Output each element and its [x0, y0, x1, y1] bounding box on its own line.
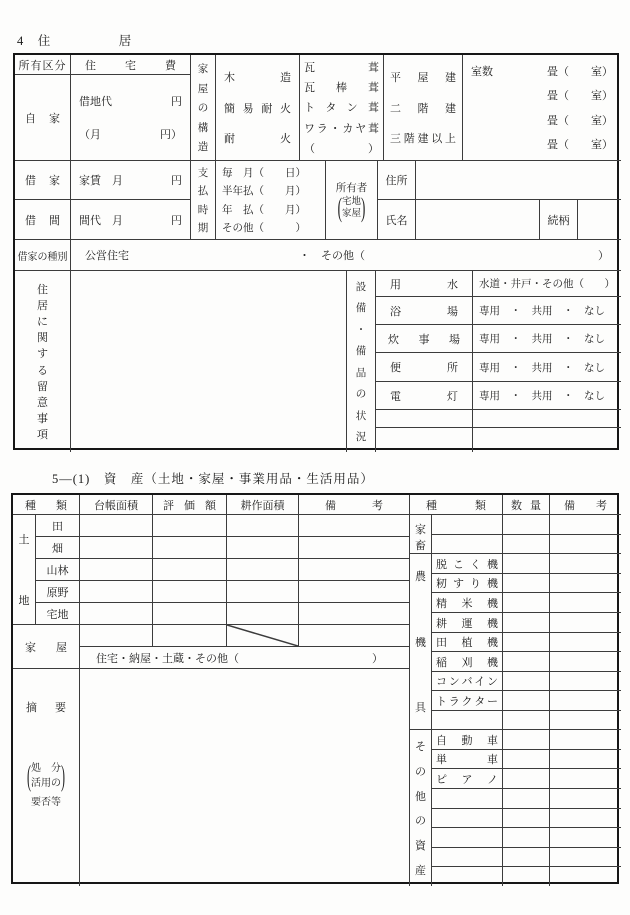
- other-car: 自 動 車: [431, 729, 502, 749]
- section4-title: 4 住 居: [17, 34, 133, 48]
- livestock-item-2: [431, 534, 502, 553]
- owner-paren-open: (: [337, 191, 342, 223]
- rent-room-fee-cell: [70, 199, 190, 239]
- house-type-open: 住宅・納屋・土蔵・その他（: [96, 652, 239, 665]
- machine-planter: 田 植 機: [431, 632, 502, 651]
- land-field-register: [79, 536, 152, 558]
- rent-house-unit: 円: [171, 175, 182, 187]
- structure-label: 家 屋 の 構 造: [190, 55, 215, 160]
- other-car-qty: [502, 729, 549, 749]
- other-blank-qty-4: [502, 847, 549, 866]
- payment-monthly: 毎 月（ 日）: [222, 167, 306, 179]
- house-register: [79, 624, 152, 646]
- machine-huller-qty: [502, 573, 549, 592]
- monthly-rent-label: （月: [79, 129, 101, 142]
- owner-address-field: [415, 160, 621, 199]
- other-blank-remarks-2: [549, 808, 621, 827]
- owner-address-label: 住所: [377, 160, 415, 199]
- other-blank-item-2: [431, 808, 502, 827]
- land-rice-label: 田: [35, 514, 79, 536]
- land-rice-value: [152, 514, 226, 536]
- livestock-qty-1: [502, 514, 549, 534]
- structure-types-cell: [215, 55, 299, 160]
- roof-straw: ワ ラ ・ カ ヤ 葺: [304, 122, 379, 135]
- owner-paren-land: 宅地: [341, 197, 361, 207]
- owner-paren-house: 家屋: [341, 209, 361, 219]
- land-forest-value: [152, 558, 226, 580]
- machinery-group-label: 農 機 具: [409, 553, 431, 729]
- machine-ricemill-remarks: [549, 592, 621, 612]
- house-cultivated-slashed: [226, 624, 298, 646]
- other-piano: ピ ア ノ: [431, 768, 502, 788]
- roof-tin: ト タ ン 葺: [304, 102, 379, 115]
- roof-tilebar: 瓦 棒 葺: [304, 82, 379, 95]
- rent-type-label: 借家の種別: [15, 239, 70, 270]
- land-residential-value: [152, 602, 226, 624]
- machine-tiller: 耕 運 機: [431, 612, 502, 632]
- remarks-header-right: 備 考: [549, 495, 621, 514]
- rent-room-label: 借 間: [15, 199, 70, 239]
- other-assets-group-label: そ の 他 の 資 産: [409, 729, 431, 886]
- land-field-label: 畑: [35, 536, 79, 558]
- land-residential-cultivated: [226, 602, 298, 624]
- rent-type-options-cell: [70, 239, 621, 270]
- land-field-remarks: [298, 536, 409, 558]
- summary-paren-line-2: 活用の: [31, 778, 61, 789]
- land-forest-cultivated: [226, 558, 298, 580]
- cultivated-area-header: 耕作面積: [226, 495, 298, 514]
- owner-relation-field: [577, 199, 621, 239]
- land-rent-unit: 円: [171, 95, 182, 108]
- land-rice-remarks: [298, 514, 409, 536]
- house-type-note: [79, 646, 409, 668]
- structure-type-semifire: 簡 易 耐 火: [224, 102, 291, 115]
- structure-type-wood: 木 造: [224, 72, 291, 85]
- equip-water-value: [472, 270, 621, 296]
- machine-tractor: ト ラ ク タ ー: [431, 690, 502, 710]
- asset-kind-header: 種 類: [25, 499, 67, 512]
- machine-tractor-remarks: [549, 690, 621, 710]
- land-rice-register: [79, 514, 152, 536]
- machine-combine-qty: [502, 671, 549, 690]
- owner-paren-close: ): [361, 191, 366, 223]
- land-wilderness-value: [152, 580, 226, 602]
- house-group-label: 家 屋: [13, 624, 79, 668]
- other-blank-remarks-3: [549, 827, 621, 847]
- equip-blank-label-1: [375, 409, 472, 427]
- own-home-label: 自 家: [15, 74, 70, 160]
- monthly-rent-line: [71, 126, 190, 142]
- machine-combine-remarks: [549, 671, 621, 690]
- stories-three: 三 階 建 以 上: [390, 132, 456, 145]
- land-residential-label: 宅地: [35, 602, 79, 624]
- machine-thresher-qty: [502, 553, 549, 573]
- owner-label: 所有者: [335, 183, 368, 194]
- machine-blank-remarks: [549, 710, 621, 729]
- remarks-header-left: 備 考: [298, 495, 409, 514]
- payment-halfyear: 半年払（ 月）: [222, 186, 306, 198]
- owner-label-cell: [325, 160, 377, 239]
- other-blank-qty-5: [502, 866, 549, 886]
- other-car-remarks: [549, 729, 621, 749]
- land-forest-label: 山林: [35, 558, 79, 580]
- machine-tractor-qty: [502, 690, 549, 710]
- machine-ricemill: 精 米 機: [431, 592, 502, 612]
- other-blank-qty-2: [502, 808, 549, 827]
- machine-reaper-remarks: [549, 651, 621, 671]
- machine-planter-qty: [502, 632, 549, 651]
- housing-notes-field: [70, 270, 346, 452]
- land-rice-cultivated: [226, 514, 298, 536]
- equip-blank-value-1: [472, 409, 621, 427]
- payment-other: その他（ ）: [222, 223, 306, 235]
- quantity-header: 数 量: [502, 495, 549, 514]
- machine-reaper-qty: [502, 651, 549, 671]
- machine-planter-remarks: [549, 632, 621, 651]
- other-blank-remarks-4: [549, 847, 621, 866]
- equip-light-label: 電 灯: [375, 381, 472, 409]
- other-motorbike-remarks: [549, 749, 621, 768]
- other-piano-qty: [502, 768, 549, 788]
- own-home-cost-cell: [70, 74, 190, 160]
- equip-water-label: 用 水: [375, 270, 472, 296]
- land-wilderness-label: 原野: [35, 580, 79, 602]
- summary-below: 要否等: [31, 797, 61, 808]
- livestock-remarks-2: [549, 534, 621, 553]
- register-area-header: 台帳面積: [79, 495, 152, 514]
- rent-type-public: 公営住宅: [85, 250, 129, 262]
- equip-water-close: ）: [604, 279, 615, 290]
- rent-house-fee-cell: [70, 160, 190, 199]
- equipment-status-label: 設 備 ・ 備 品 の 状 況: [346, 270, 375, 452]
- other-blank-remarks-5: [549, 866, 621, 886]
- land-group-label: 土 地: [13, 514, 35, 624]
- other-blank-qty-3: [502, 827, 549, 847]
- housing-cost-header: 住 宅 費: [70, 55, 190, 74]
- machine-tiller-qty: [502, 612, 549, 632]
- equip-toilet-value: 専用 ・ 共用 ・ なし: [472, 352, 621, 381]
- assets-table: [11, 493, 619, 884]
- monthly-rent-unit: 円）: [160, 129, 182, 142]
- machine-thresher: 脱 こ く 機: [431, 553, 502, 573]
- owner-name-field: [415, 199, 539, 239]
- stories-one: 平 屋 建: [390, 72, 456, 85]
- other-motorbike: 単 車: [431, 749, 502, 768]
- rent-type-other: ・ その他（: [299, 250, 365, 262]
- land-wilderness-register: [79, 580, 152, 602]
- owner-relation-label: 続柄: [539, 199, 577, 239]
- summary-field: [79, 668, 409, 886]
- roof-other: （ ）: [304, 142, 379, 155]
- equip-bath-label: 浴 場: [375, 296, 472, 324]
- summary-label: 摘 要: [26, 702, 66, 714]
- rent-type-close: ）: [598, 250, 609, 262]
- land-rent-label: 借地代: [79, 95, 112, 108]
- other-blank-item-1: [431, 788, 502, 808]
- equip-kitchen-label: 炊 事 場: [375, 324, 472, 352]
- payment-period-label: 支 払 時 期: [190, 160, 215, 239]
- rent-room-unit: 円: [171, 214, 182, 227]
- land-residential-remarks: [298, 602, 409, 624]
- equip-water-open: 水道・井戸・その他（: [479, 279, 584, 290]
- payment-yearly: 年 払（ 月）: [222, 204, 306, 216]
- equip-light-value: 専用 ・ 共用 ・ なし: [472, 381, 621, 409]
- rooms-cell: [462, 55, 621, 160]
- ownership-header: 所有区分: [18, 59, 67, 72]
- section5-title: 5―(1) 資 産（土地・家屋・事業用品・生活用品）: [52, 472, 374, 486]
- owner-name-label: 氏名: [377, 199, 415, 239]
- other-blank-remarks-1: [549, 788, 621, 808]
- livestock-item-1: [431, 514, 502, 534]
- other-blank-item-4: [431, 847, 502, 866]
- equip-toilet-label: 便 所: [375, 352, 472, 381]
- stories-cell: [383, 55, 462, 160]
- diagonal-slash: [227, 625, 298, 646]
- livestock-group-label: 家 畜: [409, 514, 431, 553]
- roof-types-cell: [299, 55, 383, 160]
- rent-house-label: 借 家: [15, 160, 70, 199]
- machine-blank-item: [431, 710, 502, 729]
- summary-paren-line-1: 処 分: [31, 763, 61, 774]
- machine-combine: コ ン バ イ ン: [431, 671, 502, 690]
- owner-paren-lines: [342, 196, 361, 220]
- machine-blank-qty: [502, 710, 549, 729]
- other-piano-remarks: [549, 768, 621, 788]
- rooms-line-1: [463, 63, 621, 79]
- machine-ricemill-qty: [502, 592, 549, 612]
- rent-room-fee: 間代 月: [79, 214, 123, 227]
- machine-reaper: 稲 刈 機: [431, 651, 502, 671]
- land-wilderness-cultivated: [226, 580, 298, 602]
- land-wilderness-remarks: [298, 580, 409, 602]
- housing-table: [13, 53, 619, 450]
- machine-tiller-remarks: [549, 612, 621, 632]
- land-residential-register: [79, 602, 152, 624]
- house-remarks: [298, 624, 409, 646]
- machine-thresher-remarks: [549, 553, 621, 573]
- land-forest-register: [79, 558, 152, 580]
- summary-paren-close: ): [61, 757, 65, 793]
- land-forest-remarks: [298, 558, 409, 580]
- owner-paren-block: [337, 191, 366, 223]
- rent-house-fee: 家賃 月: [79, 175, 123, 187]
- house-type-close: ）: [372, 652, 383, 665]
- livestock-remarks-1: [549, 514, 621, 534]
- roof-tile: 瓦 葺: [304, 62, 379, 75]
- equip-kitchen-value: 専用 ・ 共用 ・ なし: [472, 324, 621, 352]
- livestock-qty-2: [502, 534, 549, 553]
- equip-blank-value-2: [472, 427, 621, 452]
- machine-huller: 籾 す り 機: [431, 573, 502, 592]
- house-value: [152, 624, 226, 646]
- assessed-value-header: 評 価 額: [152, 495, 226, 514]
- stories-two: 二 階 建: [390, 102, 456, 115]
- payment-options-cell: [215, 160, 325, 239]
- land-field-value: [152, 536, 226, 558]
- land-field-cultivated: [226, 536, 298, 558]
- summary-paren-block: [27, 757, 65, 793]
- land-rent-line: [71, 93, 190, 109]
- structure-type-fireproof: 耐 火: [224, 132, 291, 145]
- rooms-label: 室数: [471, 66, 493, 79]
- other-blank-item-3: [431, 827, 502, 847]
- summary-paren-lines: [31, 761, 61, 791]
- other-motorbike-qty: [502, 749, 549, 768]
- housing-notes-label: 住 居 に 関 す る 留 意 事 項: [15, 270, 70, 452]
- other-blank-qty-1: [502, 788, 549, 808]
- rooms-line-2: 畳（ 室）: [547, 90, 613, 103]
- asset-kind-header-right: 種 類: [409, 495, 502, 514]
- rooms-tatami-1: 畳（ 室）: [547, 66, 613, 79]
- machine-huller-remarks: [549, 573, 621, 592]
- summary-paren-open: (: [27, 757, 31, 793]
- rooms-line-3: 畳（ 室）: [547, 114, 613, 127]
- summary-label-cell: [13, 668, 79, 886]
- equip-bath-value: 専用 ・ 共用 ・ なし: [472, 296, 621, 324]
- other-blank-item-5: [431, 866, 502, 886]
- rooms-line-4: 畳（ 室）: [547, 138, 613, 151]
- equip-blank-label-2: [375, 427, 472, 452]
